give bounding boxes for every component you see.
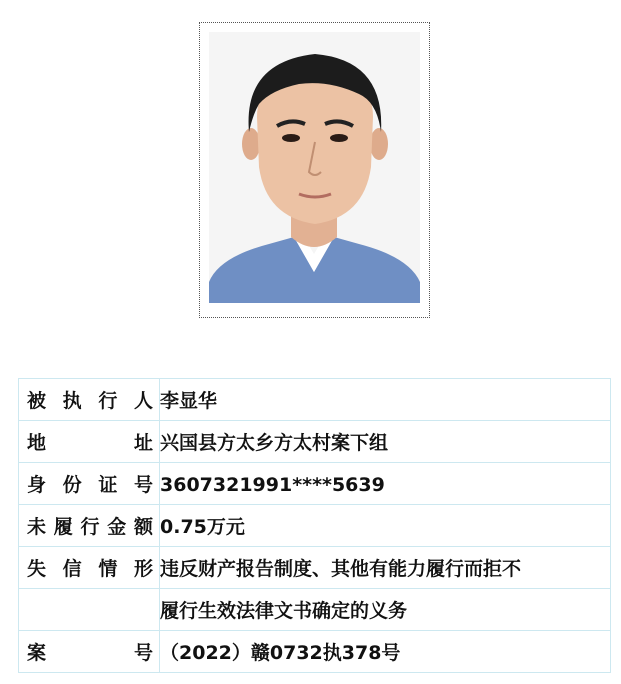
label-dishonesty: 失信情形 [27, 558, 153, 580]
row-value-cell [160, 379, 611, 421]
label-id-number: 身份证号 [27, 474, 153, 496]
table-row [19, 589, 611, 631]
label-unpaid-amount: 未履行金额 [27, 516, 153, 538]
table-row [19, 631, 611, 673]
label-debtor: 被执行人 [27, 390, 153, 412]
row-label-cell [19, 547, 160, 589]
table-row [19, 547, 611, 589]
table-row [19, 379, 611, 421]
value-id-number: 3607321991****5639 [160, 474, 385, 496]
row-value-cell [160, 631, 611, 673]
row-label-cell [19, 421, 160, 463]
portrait-icon [209, 32, 420, 303]
value-debtor-name: 李显华 [160, 390, 218, 412]
label-address: 地址 [27, 432, 153, 454]
row-label-cell [19, 505, 160, 547]
row-value-cell [160, 547, 611, 589]
value-case-number: （2022）赣0732执378号 [160, 642, 401, 664]
row-value-cell [160, 505, 611, 547]
table-row [19, 463, 611, 505]
row-value-cell [160, 463, 611, 505]
table-row [19, 505, 611, 547]
value-dishonesty-continued: 履行生效法律文书确定的义务 [160, 600, 408, 622]
value-dishonesty: 违反财产报告制度、其他有能力履行而拒不 [160, 558, 522, 580]
value-unpaid-amount: 0.75万元 [160, 516, 245, 538]
info-table [18, 378, 611, 673]
row-value-cell [160, 589, 611, 631]
row-value-cell [160, 421, 611, 463]
person-photo [209, 32, 420, 303]
row-label-cell [19, 379, 160, 421]
row-label-cell-empty [19, 589, 160, 631]
row-label-cell [19, 463, 160, 505]
photo-frame [199, 22, 430, 318]
label-case-number: 案号 [27, 642, 153, 664]
value-address: 兴国县方太乡方太村案下组 [160, 432, 389, 454]
table-row [19, 421, 611, 463]
row-label-cell [19, 631, 160, 673]
